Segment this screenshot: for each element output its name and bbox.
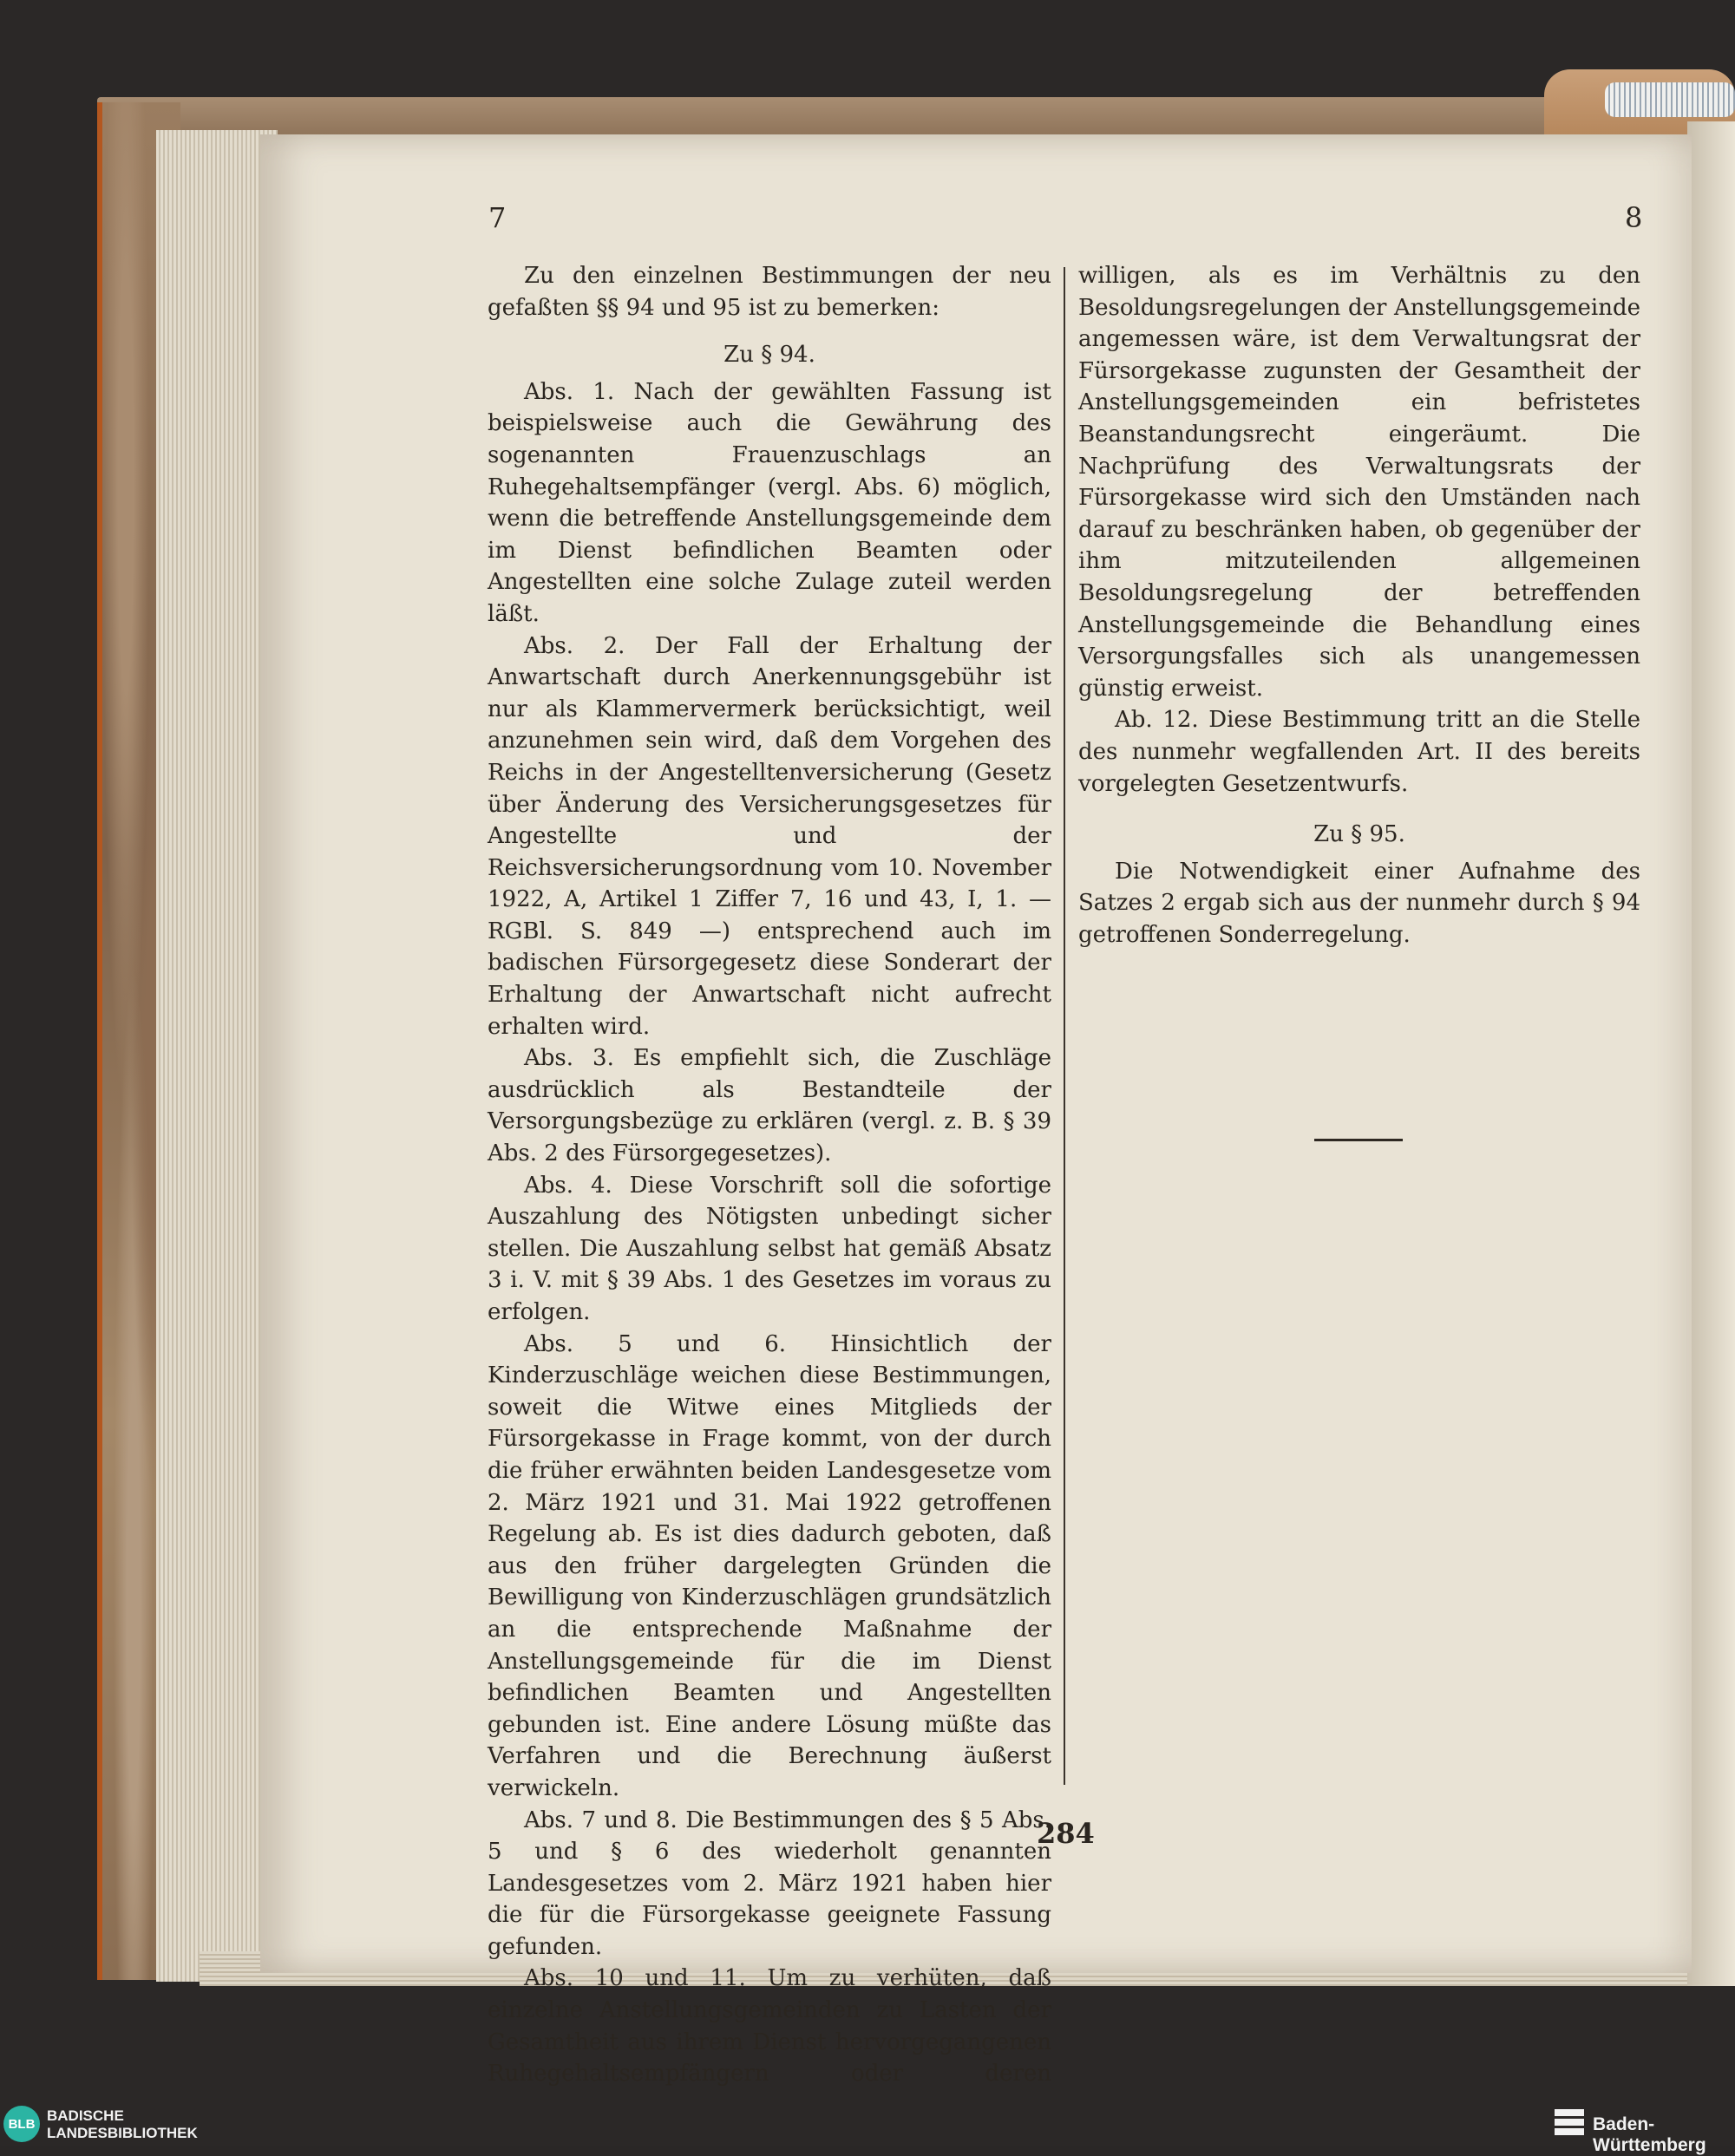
column-divider [1064,267,1065,1785]
page-edges [156,130,278,1982]
folio-number: 284 [1037,1817,1095,1850]
state-name[interactable]: Baden-Württemberg [1593,2114,1706,2155]
paragraph-abs-1: Abs. 1. Nach der gewählten Fassung ist beispielsweise auch die Gewährung des sogenannten Frauenzuschlags an Ruhegehaltsempfänger (vergl. Abs. 6) möglich, wenn die betreffende Anstellungsgemeinde dem im Dienst befindlichen Beamten oder Angestellten eine solche Zulage zuteil werden läßt. [488,378,1051,627]
blb-logo-icon[interactable] [3,2106,40,2142]
library-name-line1: BADISCHE [47,2107,124,2124]
left-text-column [488,260,1051,2121]
library-name-line2: LANDESBIBLIOTHEK [47,2125,198,2141]
paragraph-abs-10-11: Abs. 10 und 11. Um zu verhüten, daß einzelne Anstellungsgemeinden zu Lasten der Gesamtheit aus ihrem Dienst hervorgegangenen Ruhegehaltsempfängern oder deren [488,1965,1051,2087]
paragraph-ab-12: Ab. 12. Diese Bestimmung tritt an die Stelle des nunmehr wegfallenden Art. II des bereits vorgelegten Gesetzentwurfs. [1078,707,1640,797]
right-text-column [1078,260,1640,951]
coat-of-arms-icon [1553,2107,1586,2142]
intro-paragraph: Zu den einzelnen Bestimmungen der neu gefaßten §§ 94 und 95 ist zu bemerken: [488,263,1051,321]
library-name[interactable] [47,2107,198,2142]
footer-bar [0,2092,1735,2155]
blb-badge-text: BLB [8,2116,36,2132]
section-heading-94: Zu § 94. [723,342,815,369]
paragraph-continuation: willigen, als es im Verhältnis zu den Besoldungsregelungen der Anstellungsgemeinde angemessen wäre, ist dem Verwaltungsrat der Fürsorgekasse zugunsten der Gesamtheit der Anstellungsgemeinden ein befristetes Beanstandungsrecht eingeräumt. Die Nachprüfung des Verwaltungsrats der Fürsorgekasse wird sich den Umständen nach darauf zu beschränken haben, ob gegenüber der ihm mitzuteilenden allgemeinen Besoldungsregelung der betreffenden Anstellungsgemeinde die Behandlung eines Versorgungsfalles sich als unangemessen günstig erweist. [1078,263,1640,702]
right-page-number: 8 [1625,201,1643,234]
section-heading-95: Zu § 95. [1313,821,1405,848]
end-rule [1314,1139,1403,1141]
paragraph-abs-2: Abs. 2. Der Fall der Erhaltung der Anwartschaft durch Anerkennungsgebühr ist nur als Klammervermerk berücksichtigt, weil anzunehmen sein wird, daß dem Vorgehen des Reichs in der Angestelltenversicherung (Gesetz über Änderung des Versicherungsgesetzes für Angestellte und der Reichsversicherungsordnung vom 10. November 1922, A, Artikel 1 Ziffer 7, 16 und 43, I, 1. — RGBl. S. 849 —) entsprechend auch im badischen Fürsorgegesetz diese Sonderart der Erhaltung der Anwartschaft nicht aufrecht erhalten wird. [488,632,1051,1040]
paragraph-95: Die Notwendigkeit einer Aufnahme des Satzes 2 ergab sich aus der nunmehr durch § 94 getroffenen Sonderregelung. [1078,858,1640,948]
spine-bookmark [1605,82,1735,117]
paragraph-abs-7-8: Abs. 7 und 8. Die Bestimmungen des § 5 Abs. 5 und § 6 des wiederholt genannten Landesgesetzes vom 2. März 1921 haben hier die für die Fürsorgekasse geeignete Fassung gefunden. [488,1806,1051,1960]
paragraph-abs-5-6: Abs. 5 und 6. Hinsichtlich der Kinderzuschläge weichen diese Bestimmungen, soweit die Witwe eines Mitglieds der Fürsorgekasse in Frage kommt, von der durch die früher erwähnten beiden Landesgesetze vom 2. März 1921 und 31. Mai 1922 getroffenen Regelung ab. Es ist dies dadurch geboten, daß aus den früher dargelegten Gründen die Bewilligung von Kinderzuschlägen grundsätzlich an die entsprechende Maßnahme der Anstellungsgemeinde für die im Dienst befindlichen Beamten und Angestellten gebunden ist. Eine andere Lösung müßte das Verfahren und die Berechnung äußerst verwickeln. [488,1330,1051,1801]
facing-page-edge [1687,121,1735,1986]
paragraph-abs-3: Abs. 3. Es empfiehlt sich, die Zuschläge ausdrücklich als Bestandteile der Versorgungsbezüge zu erklären (vergl. z. B. § 39 Abs. 2 des Fürsorgegesetzes). [488,1045,1051,1167]
coat-of-arms-svg [1553,2107,1586,2137]
paragraph-abs-4: Abs. 4. Diese Vorschrift soll die sofortige Auszahlung des Nötigsten unbedingt sicher stellen. Die Auszahlung selbst hat gemäß Absatz 3 i. V. mit § 39 Abs. 1 des Gesetzes im voraus zu erfolgen. [488,1172,1051,1325]
left-page-number: 7 [488,201,507,234]
